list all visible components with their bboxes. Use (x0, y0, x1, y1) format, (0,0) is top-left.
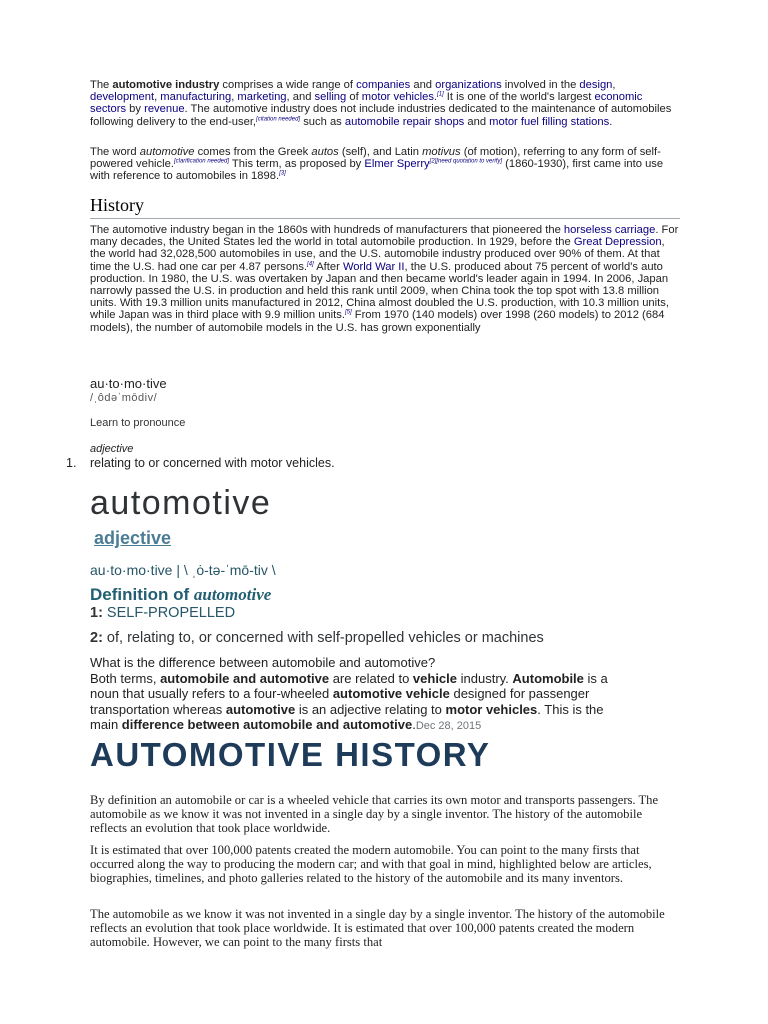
citation-link[interactable]: [1] (437, 91, 444, 98)
link-great-depression[interactable]: Great Depression (573, 236, 662, 249)
text: are related to (329, 670, 413, 686)
bold-term: automotive (225, 701, 296, 717)
link-marketing[interactable]: marketing (237, 91, 287, 104)
text: . (609, 115, 613, 128)
text: (1860-1930), first came into use with reference to automobiles in 1898. (90, 158, 664, 183)
text: , (612, 79, 616, 91)
etymology-paragraph (90, 146, 680, 183)
text: industry. (457, 670, 513, 686)
text: comprises a wide range of (219, 79, 357, 91)
mw-part-of-speech-link[interactable]: adjective (94, 528, 172, 548)
article-paragraph: By definition an automobile or car is a wheeled vehicle that carries its own motor and transports passengers. The automobile as we know it was not invented in a single day by a single inventor. The history of the automobile reflects an evolution that took place worldwide. (90, 793, 659, 835)
link-development[interactable]: development (90, 91, 155, 104)
text: It is one of the world's largest (443, 91, 595, 104)
bold-term: automotive vehicle (332, 686, 450, 701)
text: . For many decades, the United States led the world in total automobile production. In 1929, before the (90, 224, 679, 249)
bold-term: automotive industry (112, 79, 220, 91)
text: comes from the Greek (194, 146, 312, 158)
definition-text: relating to or concerned with motor vehicles. (90, 456, 335, 470)
italic-term: motivus (422, 146, 461, 158)
citation-link[interactable]: [4] (307, 260, 314, 267)
bold-term: difference between automobile and automotive (121, 717, 413, 732)
definition-item (66, 456, 335, 470)
link-elmer-sperry[interactable]: Elmer Sperry (364, 158, 430, 171)
dictionary-word: au·to·mo·tive (90, 376, 167, 391)
mw-definition-heading (90, 585, 271, 605)
intro-paragraph (90, 79, 680, 128)
text: , (154, 91, 161, 104)
text: Definition of (90, 585, 194, 604)
text: , the U.S. produced about 75 percent of world's auto production. In 1980, the U.S. was overtaken by Japan and then became world's leader again in 1994. In 2006, Japan narrowly passed the U.S. in production and held this rank until 2009, when China took the top spot with 13.8 million units. With 19.3 million units manufactured in 2012, China almost doubled the U.S. production, with 10.3 million units, while Japan was in third place with 9.9 million units. (90, 260, 669, 322)
link-motor-vehicles[interactable]: motor vehicles (361, 91, 434, 104)
text: . (412, 717, 416, 732)
bold-term: vehicle (412, 670, 458, 686)
difference-snippet (90, 655, 610, 735)
text: is a noun that usually refers to a four-wheeled (90, 670, 608, 701)
text: From 1970 (140 models) over 1998 (260 models) to 2012 (684 models), the number of automobile models in the U.S. has grown exponentially (90, 309, 665, 334)
text: designed for passenger transportation whereas (90, 686, 590, 717)
bold-term: automobile and automotive (160, 670, 330, 686)
definition-number: 1: (90, 605, 103, 621)
citation-link[interactable]: [2][need quotation to verify] (429, 158, 503, 165)
text: . This is the main (90, 701, 604, 732)
clarification-needed-link[interactable]: [clarification needed] (173, 158, 230, 165)
link-economic-sectors[interactable]: economic sectors (90, 91, 643, 116)
article-title: AUTOMOTIVE HISTORY (90, 736, 491, 773)
link-organizations[interactable]: organizations (435, 79, 502, 91)
text: The (90, 79, 113, 91)
definition-text: SELF-PROPELLED (102, 605, 236, 621)
definition-text: of, relating to, or concerned with self-propelled vehicles or machines (102, 630, 544, 646)
snippet-date: Dec 28, 2015 (415, 720, 482, 732)
learn-to-pronounce-link[interactable]: Learn to pronounce (90, 417, 186, 429)
italic-term: automotive (139, 146, 195, 158)
citation-link[interactable]: [5] (344, 309, 352, 316)
part-of-speech: adjective (90, 443, 134, 455)
text: is an adjective relating to (295, 701, 446, 717)
text: , the world had 32,028,500 automobiles in use, and the U.S. automobile industry produced over 90% of them. At that time the U.S. had one car per 4.87 persons. (90, 236, 665, 273)
link-design[interactable]: design (579, 79, 613, 91)
text: , (231, 91, 238, 104)
history-heading: History (90, 195, 680, 219)
mw-pronunciation: au·to·mo·tive | \ ˌȯ-tə-ˈmō-tiv \ (90, 562, 276, 578)
mw-headword: automotive (90, 484, 272, 522)
text: and (410, 79, 436, 91)
text: and (464, 115, 490, 128)
link-repair-shops[interactable]: automobile repair shops (344, 115, 465, 128)
phonetic-text: /ˌôdəˈmōdiv/ (90, 392, 158, 404)
link-horseless-carriage[interactable]: horseless carriage (563, 224, 656, 236)
italic-term: automotive (193, 585, 272, 604)
text: Both terms, (90, 670, 161, 686)
history-paragraph (90, 224, 680, 334)
link-manufacturing[interactable]: manufacturing (160, 91, 232, 104)
bold-term: motor vehicles (445, 701, 538, 717)
question: What is the difference between automobile and automotive? (90, 655, 436, 670)
article-paragraph: It is estimated that over 100,000 patents created the modern automobile. You can point to the many firsts that occurred along the way to producing the modern car; and with that goal in mind, highlighted below are articles, biographies, timelines, and photo galleries related to the history of the automobile and its many inventors. (90, 843, 652, 885)
mw-definition-2 (90, 630, 544, 646)
link-selling[interactable]: selling (314, 91, 347, 104)
text: (of motion), referring to any form of self-powered vehicle. (90, 146, 661, 171)
definition-number: 2: (90, 630, 103, 646)
text: such as (300, 115, 345, 128)
text: involved in the (501, 79, 580, 91)
citation-needed-link[interactable]: [citation needed] (256, 115, 301, 122)
link-world-war-ii[interactable]: World War II (342, 260, 405, 273)
text: This term, as proposed by (229, 158, 365, 171)
definition-number: 1. (66, 456, 77, 470)
bold-term: Automobile (512, 670, 584, 686)
citation-link[interactable]: [3] (279, 170, 286, 177)
link-revenue[interactable]: revenue (144, 103, 185, 116)
link-companies[interactable]: companies (356, 79, 411, 91)
italic-term: autos (311, 146, 339, 158)
text: . The automotive industry does not include industries dedicated to the maintenance of automobiles following delivery to the end-user, (90, 103, 672, 128)
mw-definition-1 (90, 605, 235, 621)
text: , and (286, 91, 315, 104)
text: (self), and Latin (338, 146, 423, 158)
article-paragraph: The automobile as we know it was not invented in a single day by a single inventor. The history of the automobile reflects an evolution that took place worldwide. It is estimated that over 100,000 patents created the modern automobile. However, we can point to the many firsts that (90, 907, 665, 949)
text: The word (90, 146, 140, 158)
text: by (126, 103, 145, 116)
text: of (346, 91, 362, 104)
text: . (433, 91, 438, 104)
link-filling-stations[interactable]: motor fuel filling stations (489, 115, 610, 128)
text: After (313, 260, 343, 273)
text: The automotive industry began in the 1860s with hundreds of manufacturers that pioneered the (90, 224, 564, 236)
